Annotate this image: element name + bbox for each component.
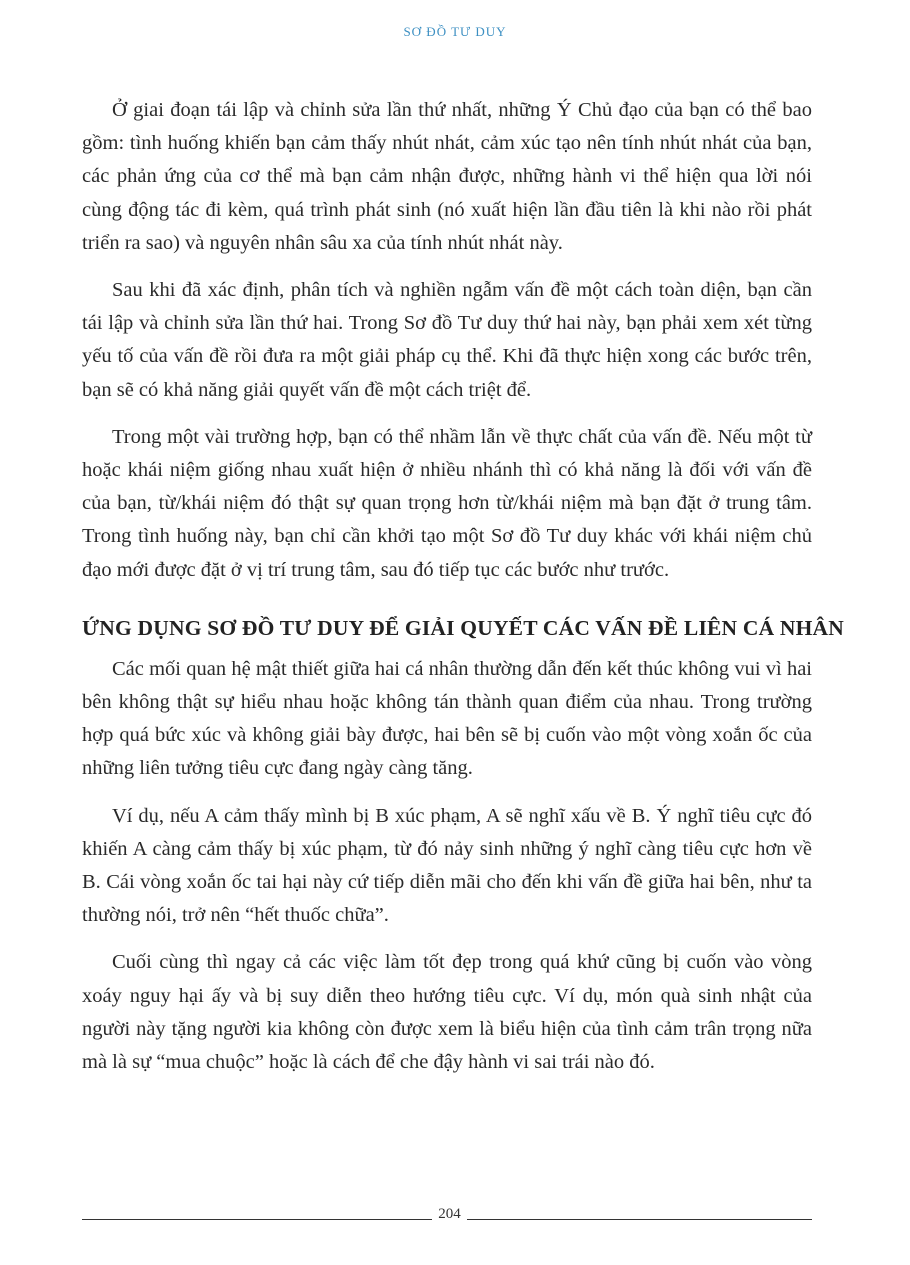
paragraph: Trong một vài trường hợp, bạn có thể nhầm lẫn về thực chất của vấn đề. Nếu một từ hoặc khái niệm giống nhau xuất hiện ở nhiều nhánh thì có khả năng là đối với vấn đề của bạn, từ/khái niệm đó thật sự quan trọng hơn từ/khái niệm mà bạn đặt ở trung tâm. Trong tình huống này, bạn chỉ cần khởi tạo một Sơ đồ Tư duy khác với khái niệm chủ đạo mới được đặt ở vị trí trung tâm, sau đó tiếp tục các bước như trước. [82, 425, 812, 581]
section-heading: ỨNG DỤNG SƠ ĐỒ TƯ DUY ĐỂ GIẢI QUYẾT CÁC VẤN ĐỀ LIÊN CÁ NHÂN [82, 615, 844, 640]
footer-rule-left [82, 1219, 432, 1220]
page-footer [82, 1206, 812, 1226]
paragraph: Các mối quan hệ mật thiết giữa hai cá nhân thường dẫn đến kết thúc không vui vì hai bên không thật sự hiểu nhau hoặc không tán thành quan điểm của nhau. Trong trường hợp quá bức xúc và không giải bày được, hai bên sẽ bị cuốn vào một vòng xoắn ốc của những liên tưởng tiêu cực đang ngày càng tăng. [82, 657, 812, 780]
paragraph: Ở giai đoạn tái lập và chỉnh sửa lần thứ nhất, những Ý Chủ đạo của bạn có thể bao gồm: tình huống khiến bạn cảm thấy nhút nhát, cảm xúc tạo nên tính nhút nhát của bạn, các phản ứng của cơ thể mà bạn cảm nhận được, những hành vi thể hiện qua lời nói cùng động tác đi kèm, quá trình phát sinh (nó xuất hiện lần đầu tiên là khi nào rồi phát triển ra sao) và nguyên nhân sâu xa của tính nhút nhát này. [82, 99, 812, 254]
paragraph: Cuối cùng thì ngay cả các việc làm tốt đẹp trong quá khứ cũng bị cuốn vào vòng xoáy nguy hại ấy và bị suy diễn theo hướng tiêu cực. Ví dụ, món quà sinh nhật của người này tặng người kia không còn được xem là biểu hiện của tình cảm trân trọng nữa mà là sự “mua chuộc” hoặc là cách để che đậy hành vi sai trái nào đó. [82, 951, 812, 1074]
paragraph: Sau khi đã xác định, phân tích và nghiền ngẫm vấn đề một cách toàn diện, bạn cần tái lập và chỉnh sửa lần thứ hai. Trong Sơ đồ Tư duy thứ hai này, bạn phải xem xét từng yếu tố của vấn đề rồi đưa ra một giải pháp cụ thể. Khi đã thực hiện xong các bước trên, bạn sẽ có khả năng giải quyết vấn đề một cách triệt để. [82, 279, 812, 401]
running-header: SƠ ĐỒ TƯ DUY [403, 24, 507, 39]
footer-rule-right [467, 1219, 812, 1220]
paragraph: Ví dụ, nếu A cảm thấy mình bị B xúc phạm, A sẽ nghĩ xấu về B. Ý nghĩ tiêu cực đó khiến A càng cảm thấy bị xúc phạm, từ đó nảy sinh những ý nghĩ càng tiêu cực hơn về B. Cái vòng xoắn ốc tai hại này cứ tiếp diễn mãi cho đến khi vấn đề giữa hai bên, như ta thường nói, trở nên “hết thuốc chữa”. [82, 804, 812, 927]
page-content [82, 94, 844, 1093]
page-number: 204 [438, 1206, 461, 1222]
